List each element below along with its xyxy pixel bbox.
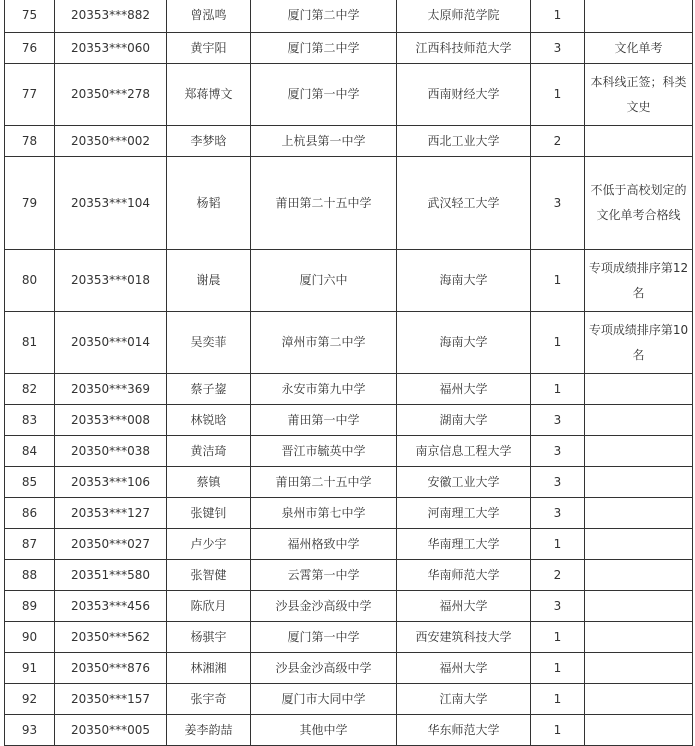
high-school-cell: 漳州市第二中学: [251, 312, 397, 374]
table-row: [5, 312, 693, 374]
table-row: [5, 157, 693, 250]
batch-cell: 3: [531, 157, 585, 250]
university-cell: 南京信息工程大学: [397, 436, 531, 467]
high-school-cell: 莆田第一中学: [251, 405, 397, 436]
university-cell: 太原师范学院: [397, 0, 531, 33]
student-name-cell: 蔡子鋆: [167, 374, 251, 405]
remark-cell: [585, 0, 693, 33]
student-name-cell: 卢少宇: [167, 529, 251, 560]
table-row: [5, 467, 693, 498]
batch-cell: 1: [531, 0, 585, 33]
candidate-id-cell: 20350***027: [55, 529, 167, 560]
table-row: [5, 498, 693, 529]
batch-cell: 1: [531, 64, 585, 126]
table-row: [5, 405, 693, 436]
candidate-id-cell: 20353***127: [55, 498, 167, 529]
university-cell: 安徽工业大学: [397, 467, 531, 498]
student-name-cell: 吴奕菲: [167, 312, 251, 374]
high-school-cell: 泉州市第七中学: [251, 498, 397, 529]
university-cell: 福州大学: [397, 374, 531, 405]
row-number-cell: 76: [5, 33, 55, 64]
row-number-cell: 79: [5, 157, 55, 250]
table-row: [5, 64, 693, 126]
batch-cell: 2: [531, 126, 585, 157]
table-row: [5, 250, 693, 312]
batch-cell: 1: [531, 529, 585, 560]
high-school-cell: 其他中学: [251, 715, 397, 746]
student-name-cell: 林湘湘: [167, 653, 251, 684]
remark-cell: [585, 622, 693, 653]
student-name-cell: 陈欣月: [167, 591, 251, 622]
remark-cell: [585, 498, 693, 529]
table-row: [5, 560, 693, 591]
candidate-id-cell: 20350***369: [55, 374, 167, 405]
row-number-cell: 93: [5, 715, 55, 746]
row-number-cell: 86: [5, 498, 55, 529]
high-school-cell: 沙县金沙高级中学: [251, 591, 397, 622]
remark-cell: [585, 436, 693, 467]
remark-cell: 本科线正签；科类文史: [585, 64, 693, 126]
student-name-cell: 曾泓鸣: [167, 0, 251, 33]
row-number-cell: 92: [5, 684, 55, 715]
batch-cell: 3: [531, 33, 585, 64]
remark-cell: [585, 126, 693, 157]
remark-cell: 专项成绩排序第10名: [585, 312, 693, 374]
admission-table: [4, 0, 693, 746]
university-cell: 海南大学: [397, 312, 531, 374]
table-body: [5, 0, 693, 746]
high-school-cell: 云霄第一中学: [251, 560, 397, 591]
university-cell: 华东师范大学: [397, 715, 531, 746]
university-cell: 西南财经大学: [397, 64, 531, 126]
row-number-cell: 91: [5, 653, 55, 684]
university-cell: 湖南大学: [397, 405, 531, 436]
candidate-id-cell: 20353***018: [55, 250, 167, 312]
remark-cell: [585, 529, 693, 560]
batch-cell: 1: [531, 374, 585, 405]
candidate-id-cell: 20350***562: [55, 622, 167, 653]
candidate-id-cell: 20351***580: [55, 560, 167, 591]
remark-cell: [585, 467, 693, 498]
table-row: [5, 653, 693, 684]
high-school-cell: 厦门第一中学: [251, 64, 397, 126]
candidate-id-cell: 20350***038: [55, 436, 167, 467]
university-cell: 江南大学: [397, 684, 531, 715]
university-cell: 华南师范大学: [397, 560, 531, 591]
high-school-cell: 厦门第二中学: [251, 33, 397, 64]
high-school-cell: 莆田第二十五中学: [251, 467, 397, 498]
remark-cell: [585, 405, 693, 436]
remark-cell: 不低于高校划定的文化单考合格线: [585, 157, 693, 250]
university-cell: 江西科技师范大学: [397, 33, 531, 64]
row-number-cell: 89: [5, 591, 55, 622]
high-school-cell: 厦门六中: [251, 250, 397, 312]
candidate-id-cell: 20350***876: [55, 653, 167, 684]
university-cell: 福州大学: [397, 591, 531, 622]
remark-cell: [585, 684, 693, 715]
high-school-cell: 上杭县第一中学: [251, 126, 397, 157]
university-cell: 河南理工大学: [397, 498, 531, 529]
candidate-id-cell: 20353***882: [55, 0, 167, 33]
table-row: [5, 684, 693, 715]
student-name-cell: 林锐晗: [167, 405, 251, 436]
row-number-cell: 84: [5, 436, 55, 467]
row-number-cell: 82: [5, 374, 55, 405]
remark-cell: [585, 374, 693, 405]
remark-cell: [585, 653, 693, 684]
university-cell: 西安建筑科技大学: [397, 622, 531, 653]
table-row: [5, 622, 693, 653]
batch-cell: 2: [531, 560, 585, 591]
batch-cell: 1: [531, 684, 585, 715]
row-number-cell: 83: [5, 405, 55, 436]
table-row: [5, 126, 693, 157]
high-school-cell: 厦门第一中学: [251, 622, 397, 653]
candidate-id-cell: 20350***278: [55, 64, 167, 126]
table-row: [5, 33, 693, 64]
row-number-cell: 81: [5, 312, 55, 374]
university-cell: 海南大学: [397, 250, 531, 312]
row-number-cell: 87: [5, 529, 55, 560]
remark-cell: [585, 715, 693, 746]
candidate-id-cell: 20353***008: [55, 405, 167, 436]
batch-cell: 1: [531, 312, 585, 374]
remark-cell: 专项成绩排序第12名: [585, 250, 693, 312]
university-cell: 华南理工大学: [397, 529, 531, 560]
candidate-id-cell: 20353***104: [55, 157, 167, 250]
batch-cell: 1: [531, 653, 585, 684]
candidate-id-cell: 20350***002: [55, 126, 167, 157]
table-row: [5, 374, 693, 405]
student-name-cell: 杨骐宇: [167, 622, 251, 653]
candidate-id-cell: 20350***157: [55, 684, 167, 715]
university-cell: 福州大学: [397, 653, 531, 684]
student-name-cell: 李梦晗: [167, 126, 251, 157]
batch-cell: 3: [531, 436, 585, 467]
student-name-cell: 郑蒋博文: [167, 64, 251, 126]
high-school-cell: 晋江市毓英中学: [251, 436, 397, 467]
table-row: [5, 591, 693, 622]
high-school-cell: 沙县金沙高级中学: [251, 653, 397, 684]
batch-cell: 3: [531, 591, 585, 622]
high-school-cell: 厦门第二中学: [251, 0, 397, 33]
student-name-cell: 杨韬: [167, 157, 251, 250]
student-name-cell: 黄洁琦: [167, 436, 251, 467]
student-name-cell: 谢晨: [167, 250, 251, 312]
row-number-cell: 90: [5, 622, 55, 653]
batch-cell: 3: [531, 467, 585, 498]
remark-cell: [585, 591, 693, 622]
table-row: [5, 715, 693, 746]
student-name-cell: 张宇奇: [167, 684, 251, 715]
row-number-cell: 75: [5, 0, 55, 33]
row-number-cell: 80: [5, 250, 55, 312]
high-school-cell: 莆田第二十五中学: [251, 157, 397, 250]
student-name-cell: 蔡镇: [167, 467, 251, 498]
candidate-id-cell: 20353***456: [55, 591, 167, 622]
batch-cell: 3: [531, 405, 585, 436]
batch-cell: 3: [531, 498, 585, 529]
row-number-cell: 88: [5, 560, 55, 591]
batch-cell: 1: [531, 622, 585, 653]
candidate-id-cell: 20353***060: [55, 33, 167, 64]
candidate-id-cell: 20350***014: [55, 312, 167, 374]
row-number-cell: 77: [5, 64, 55, 126]
high-school-cell: 永安市第九中学: [251, 374, 397, 405]
candidate-id-cell: 20353***106: [55, 467, 167, 498]
student-name-cell: 黄宇阳: [167, 33, 251, 64]
table-row: [5, 0, 693, 33]
high-school-cell: 福州格致中学: [251, 529, 397, 560]
remark-cell: 文化单考: [585, 33, 693, 64]
university-cell: 西北工业大学: [397, 126, 531, 157]
university-cell: 武汉轻工大学: [397, 157, 531, 250]
remark-cell: [585, 560, 693, 591]
table-row: [5, 436, 693, 467]
batch-cell: 1: [531, 715, 585, 746]
table-row: [5, 529, 693, 560]
student-name-cell: 张键钊: [167, 498, 251, 529]
high-school-cell: 厦门市大同中学: [251, 684, 397, 715]
student-name-cell: 姜李韵喆: [167, 715, 251, 746]
batch-cell: 1: [531, 250, 585, 312]
candidate-id-cell: 20350***005: [55, 715, 167, 746]
row-number-cell: 78: [5, 126, 55, 157]
student-name-cell: 张智健: [167, 560, 251, 591]
row-number-cell: 85: [5, 467, 55, 498]
